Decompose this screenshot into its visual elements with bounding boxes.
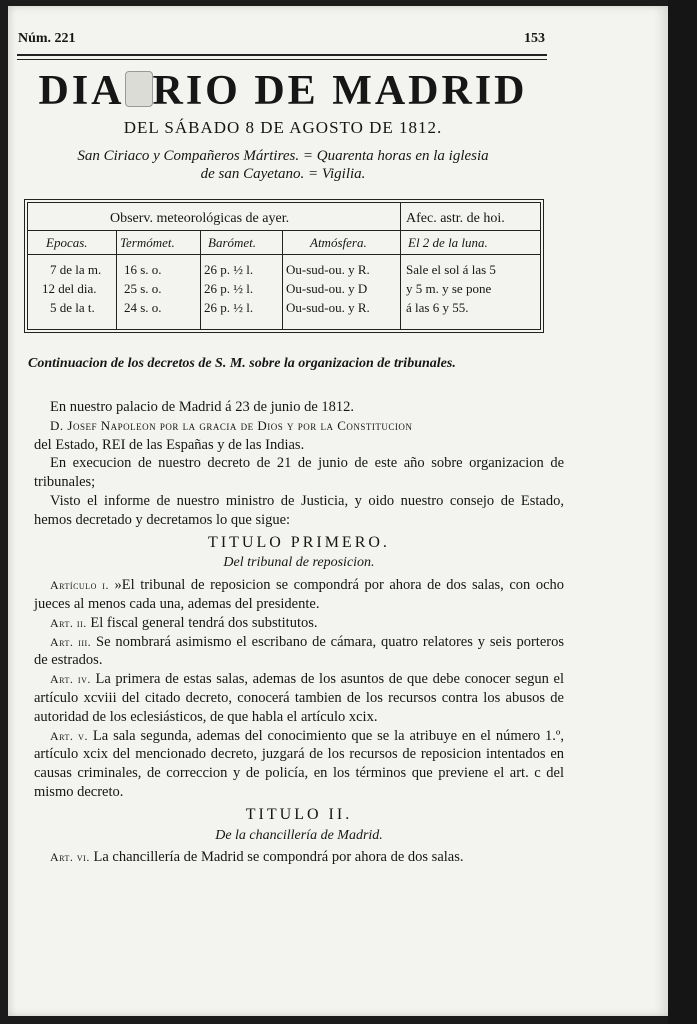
col-atmosfera: Atmósfera. bbox=[310, 235, 367, 250]
article-1-label: Artículo i. bbox=[50, 578, 109, 593]
row2-epoca: 12 del dia. bbox=[42, 281, 97, 296]
row1-bar: 26 p. ½ l. bbox=[204, 262, 254, 277]
article-6 bbox=[34, 848, 564, 867]
issue-number: Núm. 221 bbox=[18, 31, 76, 46]
row1-epoca: 7 de la m. bbox=[50, 262, 102, 277]
row3-bar: 26 p. ½ l. bbox=[204, 300, 254, 315]
article-1 bbox=[34, 576, 564, 614]
section-caption: Continuacion de los decretos de S. M. sobre la organizacion de tribunales. bbox=[28, 356, 456, 371]
issue-date: DEL SÁBADO 8 DE AGOSTO DE 1812. bbox=[123, 118, 443, 137]
col-epocas: Epocas. bbox=[46, 235, 88, 250]
article-body bbox=[34, 398, 564, 867]
row2-luna: y 5 m. y se pone bbox=[406, 281, 492, 296]
article-3-label: Art. iii. bbox=[50, 634, 92, 649]
saints-line-1: San Ciriaco y Compañeros Mártires. = Quarenta horas en la iglesia bbox=[77, 148, 489, 164]
meteo-left-header: Observ. meteorológicas de ayer. bbox=[110, 211, 290, 226]
page-number: 153 bbox=[524, 31, 545, 46]
meteo-right-header: Afec. astr. de hoi. bbox=[406, 211, 505, 226]
titulo-segundo-sub: De la chancillería de Madrid. bbox=[215, 827, 383, 843]
article-3-text: Se nombrará asimismo el escribano de cámara, quatro relatores y seis porteros de estrados. bbox=[34, 633, 564, 669]
row3-term: 24 s. o. bbox=[124, 300, 162, 315]
row1-atm: Ou-sud-ou. y R. bbox=[286, 262, 370, 277]
paragraph-visto: Visto el informe de nuestro ministro de Justicia, y oido nuestro consejo de Estado, hemos decretado y decretamos lo que sigue: bbox=[34, 492, 564, 528]
paragraph-king: D. Josef Napoleon por la gracia de Dios y por la Constitucion bbox=[50, 417, 413, 433]
article-4-text: La primera de estas salas, ademas de los asuntos de que debe conocer segun el artículo xcviii del citado decreto, conocerá tambien de los recursos contra los abusos de autoridad de los eclesiásticos, de que habla el artículo xcix. bbox=[34, 671, 564, 725]
article-3 bbox=[34, 633, 564, 671]
article-5-text: La sala segunda, ademas del conocimiento que se la atribuye en el número 1.º, artículo xcix del mencionado decreto, juzgará de los recursos de reposicion intentados en causas criminales, de correccion y de policía, en los términos que previene el art. c del mismo decreto. bbox=[34, 727, 565, 800]
article-2 bbox=[34, 614, 564, 633]
article-6-label: Art. vi. bbox=[50, 850, 90, 865]
article-1-text: »El tribunal de reposicion se compondrá por ahora de dos salas, con ocho jueces al menos cada una, ademas del presidente. bbox=[34, 577, 565, 612]
titulo-primero: TITULO PRIMERO. bbox=[208, 533, 390, 551]
paragraph-execution: En execucion de nuestro decreto de 21 de junio de este año sobre organizacion de tribunales; bbox=[34, 455, 564, 491]
row2-term: 25 s. o. bbox=[124, 281, 162, 296]
header-rule-bottom bbox=[17, 59, 547, 60]
row3-atm: Ou-sud-ou. y R. bbox=[286, 300, 370, 315]
row1-luna: Sale el sol á las 5 bbox=[406, 262, 496, 277]
article-2-text: El fiscal general tendrá dos substitutos. bbox=[90, 614, 318, 631]
meteorological-table bbox=[24, 199, 544, 333]
paragraph-date: En nuestro palacio de Madrid á 23 de junio de 1812. bbox=[50, 399, 355, 415]
row1-term: 16 s. o. bbox=[124, 262, 162, 277]
row2-atm: Ou-sud-ou. y D bbox=[286, 281, 368, 296]
article-6-text: La chancillería de Madrid se compondrá por ahora de dos salas. bbox=[93, 849, 464, 866]
col-termomet: Termómet. bbox=[120, 235, 175, 250]
article-4 bbox=[34, 670, 564, 726]
col-baromet: Barómet. bbox=[208, 235, 257, 250]
row3-luna: á las 6 y 55. bbox=[406, 300, 469, 315]
article-5 bbox=[34, 727, 564, 802]
titulo-primero-sub: Del tribunal de reposicion. bbox=[223, 555, 375, 571]
row3-epoca: 5 de la t. bbox=[50, 300, 95, 315]
header-rule-top bbox=[17, 54, 547, 56]
masthead-title-end: RIO DE MADRID bbox=[152, 68, 528, 114]
titulo-segundo: TITULO II. bbox=[245, 805, 353, 823]
masthead-title-start: DIA bbox=[38, 68, 125, 114]
row2-bar: 26 p. ½ l. bbox=[204, 281, 254, 296]
article-5-label: Art. v. bbox=[50, 728, 88, 743]
ink-blot bbox=[125, 71, 153, 107]
article-4-label: Art. iv. bbox=[50, 672, 91, 687]
masthead-title bbox=[18, 68, 548, 114]
paragraph-king-cont: del Estado, REI de las Españas y de las Indias. bbox=[34, 436, 305, 453]
saints-line-2: de san Cayetano. = Vigilia. bbox=[200, 166, 366, 182]
col-luna: El 2 de la luna. bbox=[408, 235, 488, 250]
scan-edge bbox=[668, 0, 697, 1024]
article-2-label: Art. ii. bbox=[50, 615, 87, 630]
